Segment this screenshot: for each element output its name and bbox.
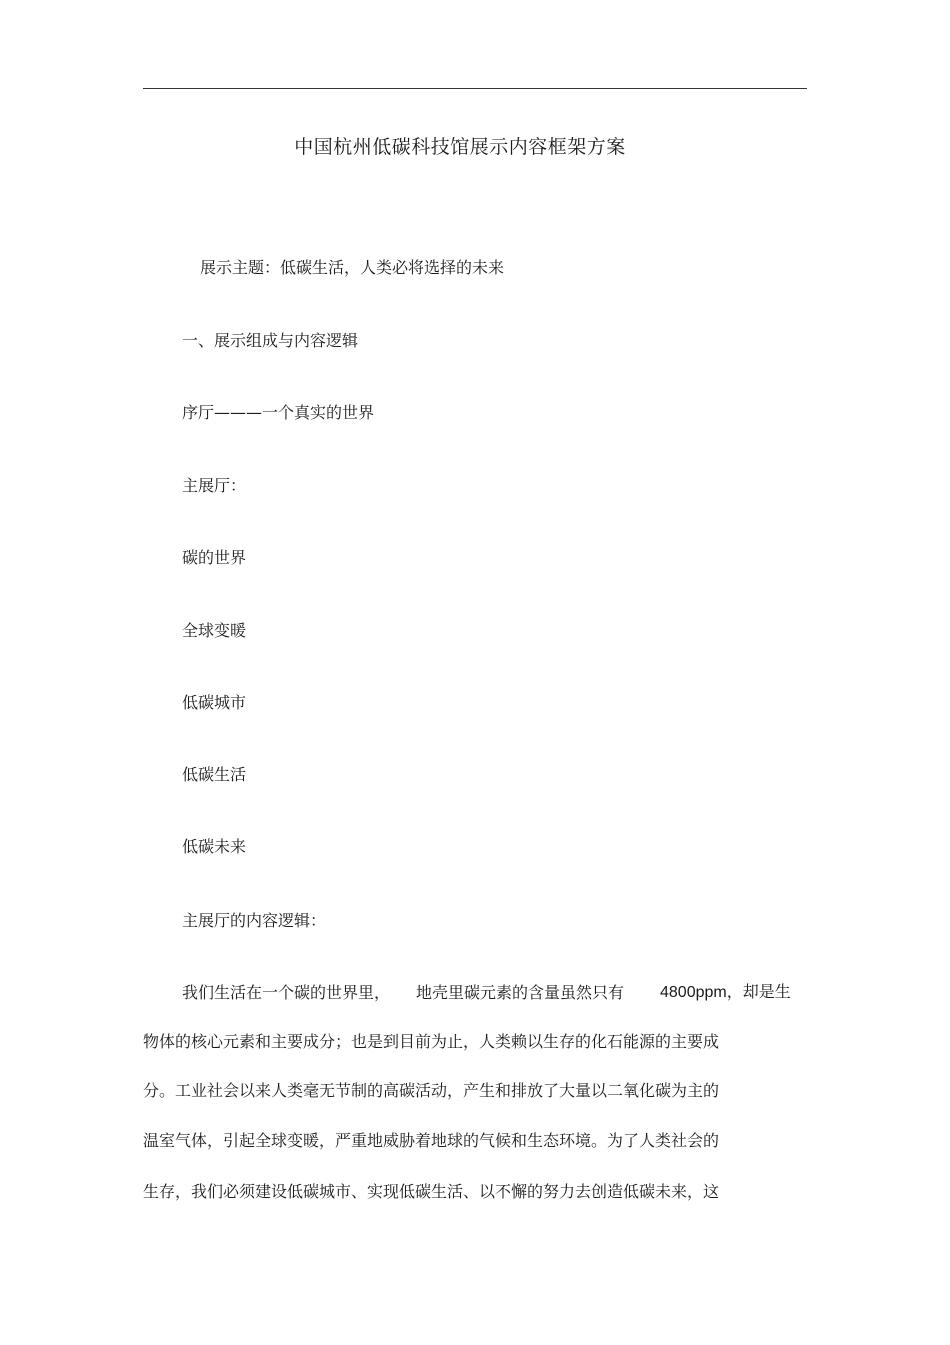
paragraph-line-2: 物体的核心元素和主要成分；也是到目前为止，人类赖以生存的化石能源的主要成: [143, 1032, 720, 1051]
paragraph-line-1c: 4800ppm，却是生: [660, 984, 791, 1001]
list-item-low-carbon-city: 低碳城市: [182, 693, 247, 712]
theme-line: 展示主题：低碳生活，人类必将选择的未来: [200, 258, 505, 277]
section-heading: 一、展示组成与内容逻辑: [182, 331, 359, 350]
list-item-low-carbon-life: 低碳生活: [182, 765, 247, 784]
paragraph-line-5: 生存，我们必须建设低碳城市、实现低碳生活、以不懈的努力去创造低碳未来，这: [143, 1182, 720, 1201]
paragraph-line-1b: 地壳里碳元素的含量虽然只有: [416, 983, 625, 1002]
list-item-low-carbon-future: 低碳未来: [182, 837, 247, 856]
header-rule: [143, 88, 807, 89]
list-item-main-hall: 主展厅：: [182, 476, 247, 495]
paragraph-line-4: 温室气体，引起全球变暖，严重地威胁着地球的气候和生态环境。为了人类社会的: [143, 1131, 720, 1150]
list-item-carbon-world: 碳的世界: [182, 548, 247, 567]
paragraph-line-1a: 我们生活在一个碳的世界里，: [182, 983, 391, 1002]
list-item-content-logic: 主展厅的内容逻辑：: [182, 911, 327, 930]
document-title: 中国杭州低碳科技馆展示内容框架方案: [294, 136, 626, 158]
paragraph-line-3: 分。工业社会以来人类毫无节制的高碳活动，产生和排放了大量以二氧化碳为主的: [143, 1081, 720, 1100]
list-item-foyer: 序厅———一个真实的世界: [182, 403, 375, 422]
list-item-global-warming: 全球变暖: [182, 621, 247, 640]
